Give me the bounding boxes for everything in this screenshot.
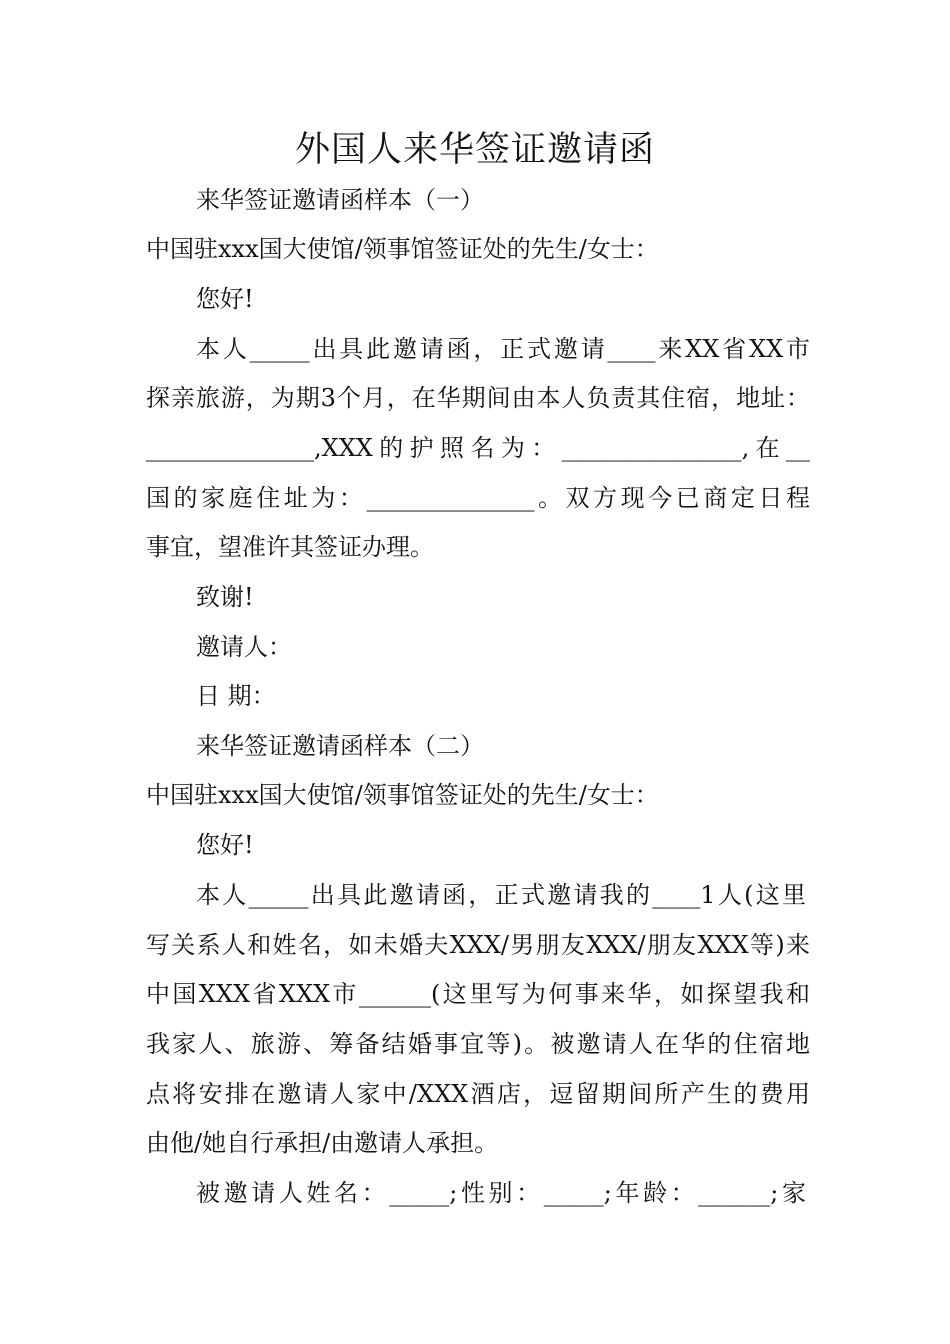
date-label: 日 期： [196,682,276,710]
salutation-one: 中国驻xxx国大使馆/领事馆签证处的先生/女士： [146,235,659,263]
sample-one-heading: 来华签证邀请函样本（一） [196,186,484,214]
inviter-label: 邀请人： [196,633,292,661]
body-two-line-6: 由他/她自行承担/由邀请人承担。 [146,1129,499,1157]
body-one-line-1: 本人_____出具此邀请函，正式邀请____来XX省XX市 [196,335,810,363]
sample-two-heading: 来华签证邀请函样本（二） [196,732,484,760]
thanks-one: 致谢! [196,583,254,611]
body-one-line-2: 探亲旅游，为期3个月，在华期间由本人负责其住宿，地址： [146,384,810,412]
body-two-line-1: 本人_____出具此邀请函，正式邀请我的____1人(这里 [196,881,806,909]
body-two-line-2: 写关系人和姓名，如未婚夫XXX/男朋友XXX/朋友XXX等)来 [146,931,810,959]
body-two-line-4: 我家人、旅游、筹备结婚事宜等)。被邀请人在华的住宿地 [146,1030,810,1058]
body-one-line-3: ______________,XXX的护照名为：_______________,在__ [146,434,810,462]
body-one-line-5: 事宜，望准许其签证办理。 [146,533,434,561]
greeting-one: 您好! [196,285,254,313]
invitee-details-line: 被邀请人姓名：_____;性别：_____;年龄：______;家 [196,1179,806,1207]
document-title: 外国人来华签证邀请函 [294,130,655,170]
salutation-two: 中国驻xxx国大使馆/领事馆签证处的先生/女士： [146,781,659,809]
body-one-line-4: 国的家庭住址为：______________。双方现今已商定日程 [146,484,810,512]
body-two-line-5: 点将安排在邀请人家中/XXX酒店，逗留期间所产生的费用 [146,1080,810,1108]
greeting-two: 您好! [196,831,254,859]
body-two-line-3: 中国XXX省XXX市______(这里写为何事来华，如探望我和 [146,980,810,1008]
